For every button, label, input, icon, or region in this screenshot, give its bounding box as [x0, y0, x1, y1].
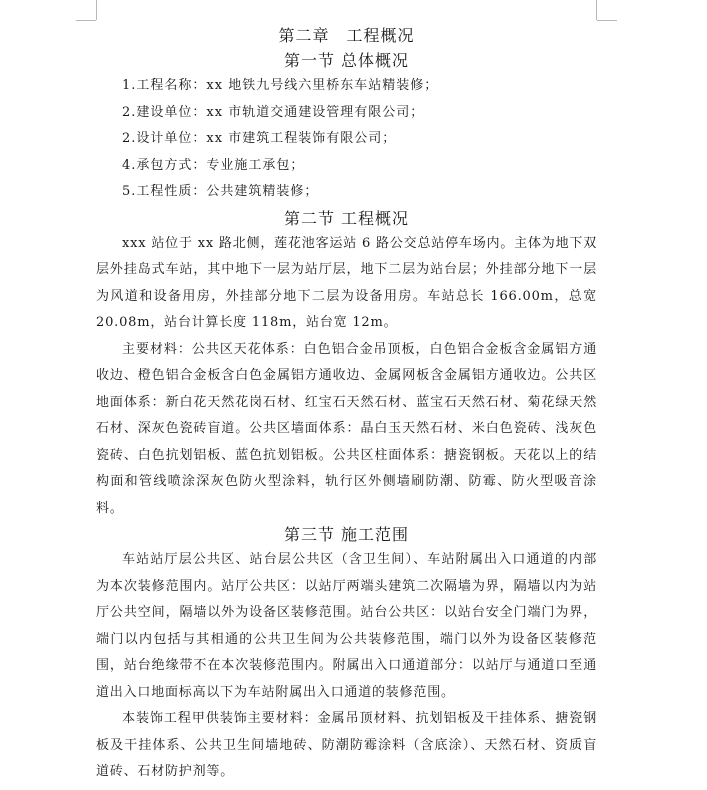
list-item: 1.工程名称：xx 地铁九号线六里桥东车站精装修； [122, 78, 439, 93]
section-2-title: 第二节 工程概况 [283, 208, 410, 228]
chapter-title: 第二章 工程概况 [278, 26, 415, 45]
document-content [96, 20, 597, 786]
crop-mark-top-left-vertical [96, 0, 97, 20]
section-1-title: 第一节 总体概况 [283, 51, 410, 70]
section-2-paragraph: xxx 站位于 xx 路北侧，莲花池客运站 6 路公交总站停车场内。主体为地下双层外挂岛式车站，其中地下一层为站厅层，地下二层为站台层；外挂部分地下一层为风道和设备用房，外挂部分地下二层为设备用房。车站总长 166.00m，总宽 20.08m，站台计算长度 118m，站台宽 12m。 [96, 235, 597, 330]
list-item: 2.建设单位：xx 市轨道交通建设管理有限公司； [122, 104, 425, 120]
crop-mark-top-right-horizontal [597, 20, 617, 21]
section-2-paragraph: 主要材料：公共区天花体系：白色铝合金吊顶板，白色铝合金板含金属铝方通收边、橙色铝合金板含白色金属铝方通收边、金属网板含金属铝方通收边。公共区地面体系：新白花天然花岗石材、红宝石天然石材、蓝宝石天然石材、菊花绿天然石材、深灰色瓷砖盲道。公共区墙面体系：晶白玉天然石材、米白色瓷砖、浅灰色瓷砖、白色抗划铝板、蓝色抗划铝板。公共区柱面体系：搪瓷钢板。天花以上的结构面和管线喷涂深灰色防火型涂料，轨行区外侧墙刷防潮、防霉、防火型吸音涂料。 [96, 341, 597, 516]
section-3-paragraph: 车站站厅层公共区、站台层公共区（含卫生间）、车站附属出入口通道的内部为本次装修范围内。站厅公共区：以站厅两端头建筑二次隔墙为界，隔墙以内为站厅公共空间，隔墙以外为设备区装修范围。站台公共区：以站台安全门端门为界，端门以内包括与其相通的公共卫生间为公共装修范围，端门以外为设备区装修范围，站台绝缘带不在本次装修范围内。附属出入口通道部分：以站厅与通道口至通道出入口地面标高以下为车站附属出入口通道的装修范围。 [96, 552, 597, 700]
section-3-title: 第三节 施工范围 [283, 525, 410, 544]
crop-mark-top-left-horizontal [76, 20, 96, 21]
list-item: 5.工程性质：公共建筑精装修； [122, 184, 319, 199]
section-1-list [96, 73, 597, 206]
section-3-paragraph: 本装饰工程甲供装饰主要材料：金属吊顶材料、抗划铝板及干挂体系、搪瓷钢板及干挂体系、公共卫生间墙地砖、防潮防霉涂料（含底涂）、天然石材、资质盲道砖、石材防护剂等。 [96, 711, 597, 779]
crop-mark-top-right-vertical [596, 0, 597, 20]
list-item: 4.承包方式：专业施工承包； [122, 157, 305, 173]
list-item: 2.设计单位：xx 市建筑工程装饰有限公司； [122, 131, 397, 146]
